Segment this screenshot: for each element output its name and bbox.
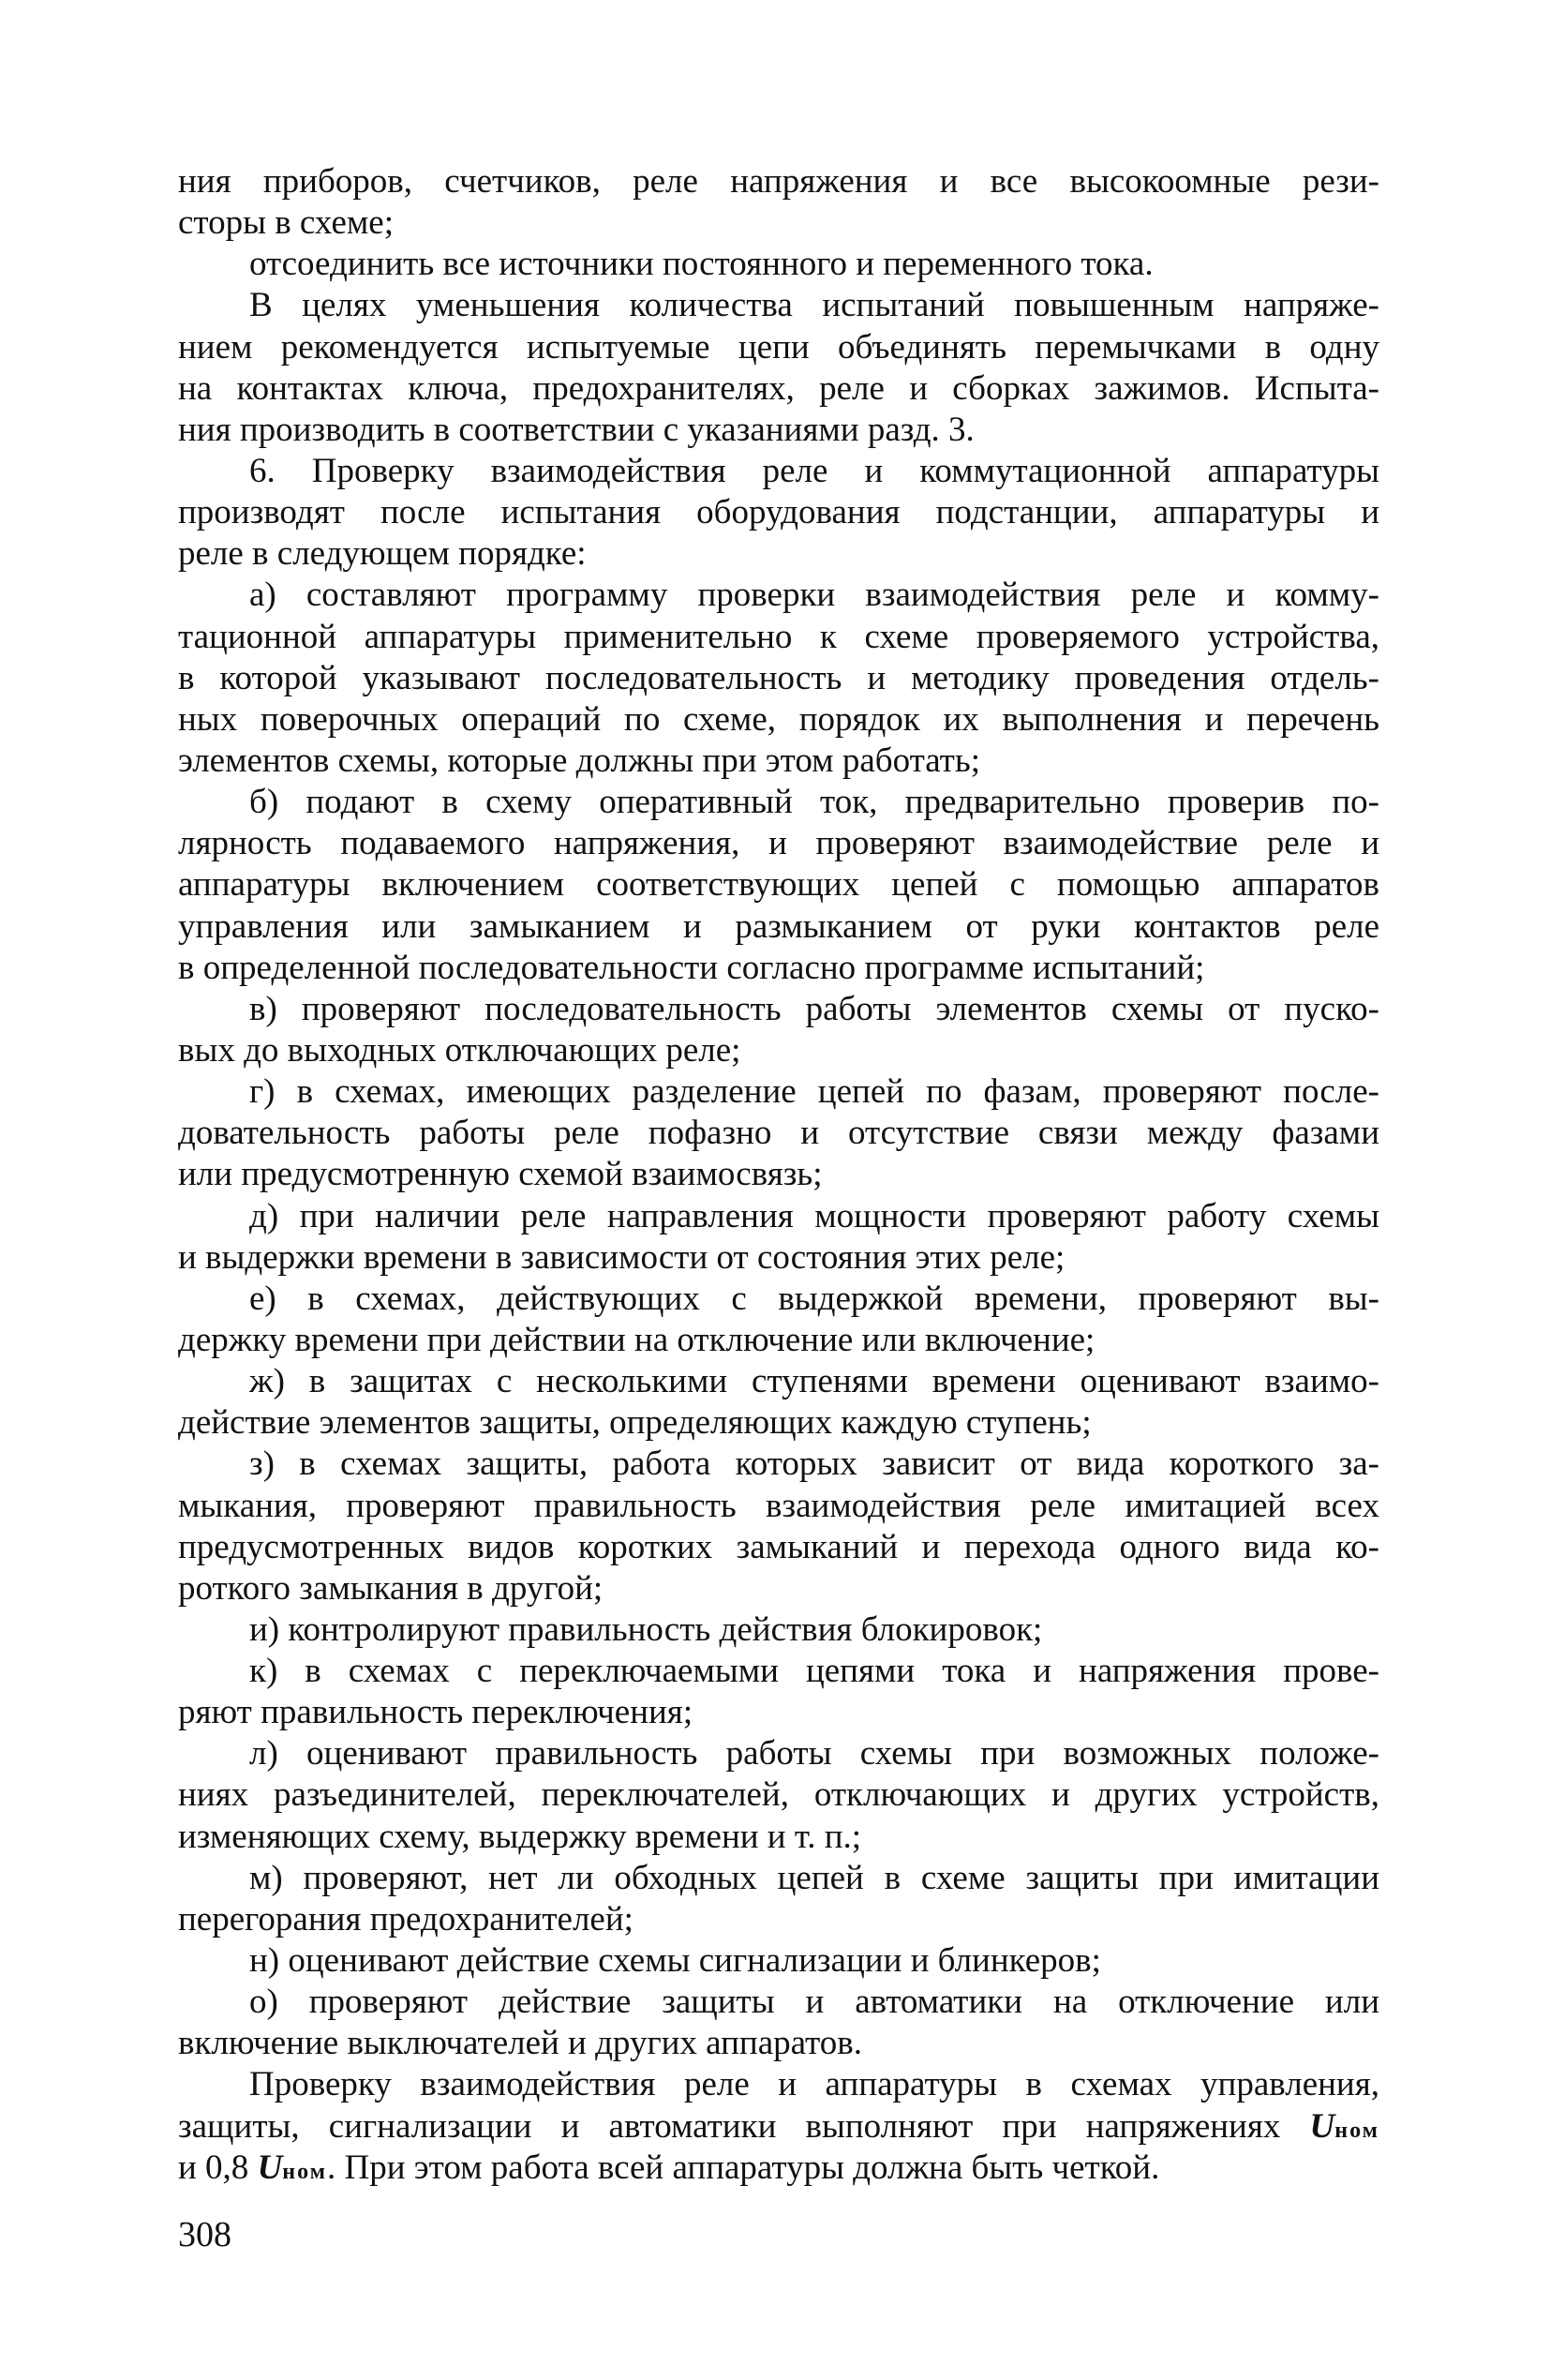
text-line: на контактах ключа, предохранителях, реле и сборках зажимов. Испыта- xyxy=(178,368,1379,408)
text-line: в) проверяют последовательность работы элементов схемы от пуско- xyxy=(249,989,1379,1028)
page-body xyxy=(178,161,1379,2189)
text-line: б) подают в схему оперативный ток, предварительно проверив по- xyxy=(249,783,1379,822)
text-line: перегорания предохранителей; xyxy=(178,1899,633,1938)
text-line: действие элементов защиты, определяющих каждую ступень; xyxy=(178,1403,1092,1443)
text-line: реле в следующем порядке: xyxy=(178,534,587,574)
text-line xyxy=(178,2106,1379,2148)
text-line: н) оценивают действие схемы сигнализации и блинкеров; xyxy=(249,1941,1101,1981)
text-line: е) в схемах, действующих с выдержкой времени, проверяют вы- xyxy=(249,1279,1379,1318)
voltage-symbol: U xyxy=(257,2148,283,2187)
text-line: Проверку взаимодействия реле и аппаратуры в схемах управления, xyxy=(249,2065,1379,2104)
text-line: держку времени при действии на отключение или включение; xyxy=(178,1320,1095,1359)
voltage-symbol: U xyxy=(1309,2106,1335,2146)
text-line: л) оценивают правильность работы схемы при возможных положе- xyxy=(249,1734,1379,1774)
page-number: 308 xyxy=(178,2215,231,2254)
text-line: 6. Проверку взаимодействия реле и коммутационной аппаратуры xyxy=(249,451,1379,490)
text-line: вых до выходных отключающих реле; xyxy=(178,1030,741,1070)
text-line: а) составляют программу проверки взаимодействия реле и комму- xyxy=(249,576,1379,615)
text-line: ж) в защитах с несколькими ступенями времени оценивают взаимо- xyxy=(249,1362,1379,1401)
text-line: аппаратуры включением соответствующих цепей с помощью аппаратов xyxy=(178,865,1379,905)
text-line: з) в схемах защиты, работа которых зависит от вида короткого за- xyxy=(249,1444,1379,1484)
voltage-subscript: ном xyxy=(282,2159,328,2184)
text-line: и выдержки времени в зависимости от состояния этих реле; xyxy=(178,1237,1066,1277)
text-line: отсоединить все источники постоянного и переменного тока. xyxy=(249,245,1154,284)
text-line: роткого замыкания в другой; xyxy=(178,1568,604,1608)
text-line: предусмотренных видов коротких замыканий и перехода одного вида ко- xyxy=(178,1527,1379,1566)
text-line: В целях уменьшения количества испытаний повышенным напряже- xyxy=(249,286,1379,325)
text-line: г) в схемах, имеющих разделение цепей по фазам, проверяют после- xyxy=(249,1072,1379,1112)
text-segment: . При этом работа всей аппаратуры должна быть четкой. xyxy=(327,2148,1160,2187)
text-line: довательность работы реле пофазно и отсутствие связи между фазами xyxy=(178,1114,1379,1153)
text-line: ряют правильность переключения; xyxy=(178,1693,693,1732)
text-line: элементов схемы, которые должны при этом работать; xyxy=(178,741,980,780)
text-line: мыкания, проверяют правильность взаимодействия реле имитацией всех xyxy=(178,1486,1379,1525)
text-segment: защиты, сигнализации и автоматики выполняют при напряжениях xyxy=(178,2106,1310,2146)
text-line xyxy=(178,2148,1379,2189)
text-line: ниях разъединителей, переключателей, отключающих и других устройств, xyxy=(178,1775,1379,1815)
text-line: производят после испытания оборудования подстанции, аппаратуры и xyxy=(178,493,1379,532)
text-line: и) контролируют правильность действия блокировок; xyxy=(249,1609,1043,1649)
text-line: управления или замыканием и размыканием от руки контактов реле xyxy=(178,906,1379,946)
text-line: в определенной последовательности согласно программе испытаний; xyxy=(178,948,1205,987)
text-line: д) при наличии реле направления мощности проверяют работу схемы xyxy=(249,1196,1379,1235)
text-line: включение выключателей и других аппаратов. xyxy=(178,2024,862,2063)
text-line: ния производить в соответствии с указаниями разд. 3. xyxy=(178,410,975,449)
text-line: к) в схемах с переключаемыми цепями тока и напряжения прове- xyxy=(249,1652,1379,1691)
text-line: лярность подаваемого напряжения, и проверяют взаимодействие реле и xyxy=(178,824,1379,863)
text-line: сторы в схеме; xyxy=(178,203,394,243)
text-line: м) проверяют, нет ли обходных цепей в схеме защиты при имитации xyxy=(249,1858,1379,1897)
text-line: ных поверочных операций по схеме, порядок их выполнения и перечень xyxy=(178,699,1379,739)
text-line: о) проверяют действие защиты и автоматики на отключение или xyxy=(249,1983,1379,2022)
text-line: изменяющих схему, выдержку времени и т. п.; xyxy=(178,1817,862,1856)
text-line: ния приборов, счетчиков, реле напряжения и все высокоомные рези- xyxy=(178,162,1379,201)
text-line: тационной аппаратуры применительно к схеме проверяемого устройства, xyxy=(178,617,1379,656)
text-segment: и 0,8 xyxy=(178,2148,258,2187)
text-line: в которой указывают последовательность и методику проведения отдель- xyxy=(178,658,1379,697)
text-lines xyxy=(178,161,1379,2106)
text-line: или предусмотренную схемой взаимосвязь; xyxy=(178,1155,823,1194)
text-line: нием рекомендуется испытуемые цепи объединять перемычками в одну xyxy=(178,327,1379,367)
voltage-subscript: ном xyxy=(1334,2118,1379,2143)
